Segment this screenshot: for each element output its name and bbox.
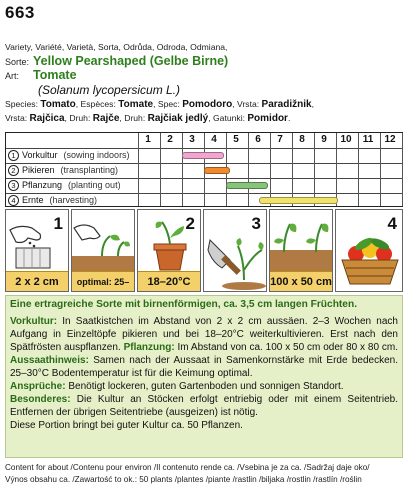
text-ansprueche: Benötigt lockeren, guten Gartenboden und sonnigen Standort. [65,381,344,392]
footer-content-line-1: Content for about /Contenu pour environ /Il contenuto rende ca. /Vsebina je za ca. /Sadržaj daje oko/ [5,463,370,472]
translation-label: Species: [5,99,41,109]
text-pflanzung: Im Abstand von ca. 100 x 50 cm oder 80 x 80 cm. [174,342,398,353]
spacing-label: 100 x 50 cm [270,271,332,291]
month-label: 9 [321,134,327,145]
step-number: 1 [8,150,19,161]
sorte-label: Sorte: [5,57,30,67]
picto-germination [71,209,135,292]
heading-vorkultur: Vorkultur: [10,316,58,327]
row-label-en: (harvesting) [49,195,98,205]
step-number: 2 [185,214,195,233]
month-label: 7 [277,134,283,145]
month-label: 11 [362,134,374,145]
species-name: Tomate [33,68,77,82]
step-number: 4 [387,214,397,233]
instructions-body [10,315,398,432]
month-label: 8 [299,134,305,145]
translation-label: Espèces: [80,99,119,109]
translation-label: Druh: [124,113,148,123]
picto-spacing [269,209,333,292]
footer-content-line-2: Výnos obsahu ca. /Zawartość to ok.: 50 plants /plantes /piante /rastlin /biljaka /rostlin /rastlín /roślin [5,475,362,484]
plant-spacing-icon [270,210,333,272]
translation-value: Pomodoro [182,99,233,110]
heading-aussaat: Aussaathinweis: [10,355,89,366]
latin-name: (Solanum lycopersicum L.) [38,83,181,97]
spacing-label: 2 x 2 cm [6,271,68,291]
translation-label: Gatunki: [212,113,248,123]
species-name-line [5,68,77,82]
month-label: 1 [145,134,151,145]
month-label: 4 [211,134,217,145]
calendar-bar-ernte [259,197,338,204]
row-label: Ernte [22,195,44,205]
heading-ansprueche: Ansprüche: [10,381,66,392]
month-label: 2 [167,134,173,145]
variety-name-line [5,54,228,68]
heading-pflanzung: Pflanzung: [123,342,175,353]
translation-value: Tomate [118,99,154,110]
picto-harvest [335,209,403,292]
row-label: Pflanzung [22,180,63,190]
translation-value: Rajčica [29,113,65,124]
translation-value: Rajčiak jedlý [147,113,209,124]
calendar-grid-line [402,133,403,206]
species-translations: Species: Tomato, Espèces: Tomate, Spec: Pomodoro, Vrsta: Paradižnik, [5,99,314,110]
row-label-en: (transplanting) [60,165,119,175]
translation-label: Druh: [69,113,93,123]
row-label: Vorkultur [22,150,58,160]
picto-pricking-out [137,209,201,292]
cultivation-instructions [5,295,403,458]
temperature-label: optimal: 25– [72,271,134,291]
translation-value: Rajče [92,113,120,124]
calendar-bar-pikieren [204,167,230,174]
step-number: 2 [8,165,19,176]
translation-value: Paradižnik [261,99,312,110]
packet-number: 663 [5,3,35,22]
heading-besonderes: Besonderes: [10,394,71,405]
row-label-en: (planting out) [68,180,121,190]
text-besonderes: Die Kultur an Stöcken erfolgt entriebig oder mit einem Seitentrieb. Entfernen der übrigen Seitentriebe (ausgeizen) ist nötig. [10,394,398,418]
translation-label: Spec: [157,99,183,109]
translation-label: Vrsta: [237,99,262,109]
picto-sowing [5,209,69,292]
sowing-calendar [5,132,403,207]
month-label: 12 [384,134,396,145]
variety-label: Variety, Variété, Varietà, Sorta, Odrůda, Odroda, Odmiana, [5,42,228,52]
translation-label: Vrsta: [5,113,30,123]
variety-name: Yellow Pearshaped (Gelbe Birne) [33,54,229,68]
temperature-label: 18–20°C [138,271,200,291]
portion-note: Diese Portion bringt bei guter Kultur ca. 50 Pflanzen. [10,420,243,431]
row-label: Pikieren [22,165,55,175]
seedling-icon [72,210,135,272]
art-label: Art: [5,71,20,81]
calendar-bar-vorkultur [182,152,224,159]
month-label: 10 [340,134,352,145]
step-number: 1 [53,214,63,233]
row-label-en: (sowing indoors) [63,150,130,160]
step-number: 4 [8,195,19,206]
species-translations-2: Vrsta: Rajčica, Druh: Rajče, Druh: Rajčiak jedlý, Gatunki: Pomidor. [5,113,291,124]
step-number: 3 [8,180,19,191]
translation-value: Pomidor [247,113,288,124]
text-aussaat: Samen nach der Aussaat in Samenkornstärke mit Erde bedecken. 25–30°C Bodentemperatur ist für die Keimung optimal. [10,355,398,379]
month-label: 5 [233,134,239,145]
translation-value: Tomato [40,99,76,110]
step-number: 3 [251,214,261,233]
month-label: 6 [255,134,261,145]
calendar-bar-pflanzung [226,182,268,189]
picto-planting [203,209,267,292]
month-label: 3 [189,134,195,145]
variety-description: Eine ertragreiche Sorte mit birnenförmigen, ca. 3,5 cm langen Früchten. [10,299,358,310]
text-vorkultur: In Saatkistchen im Abstand von 2 x 2 cm aussäen. 2–3 Wochen nach Aufgang in Einzeltöpfe pikieren und bei 18–20°C weiterkultivieren. Erst nach den Spätfrösten auspflanzen. [10,316,398,353]
